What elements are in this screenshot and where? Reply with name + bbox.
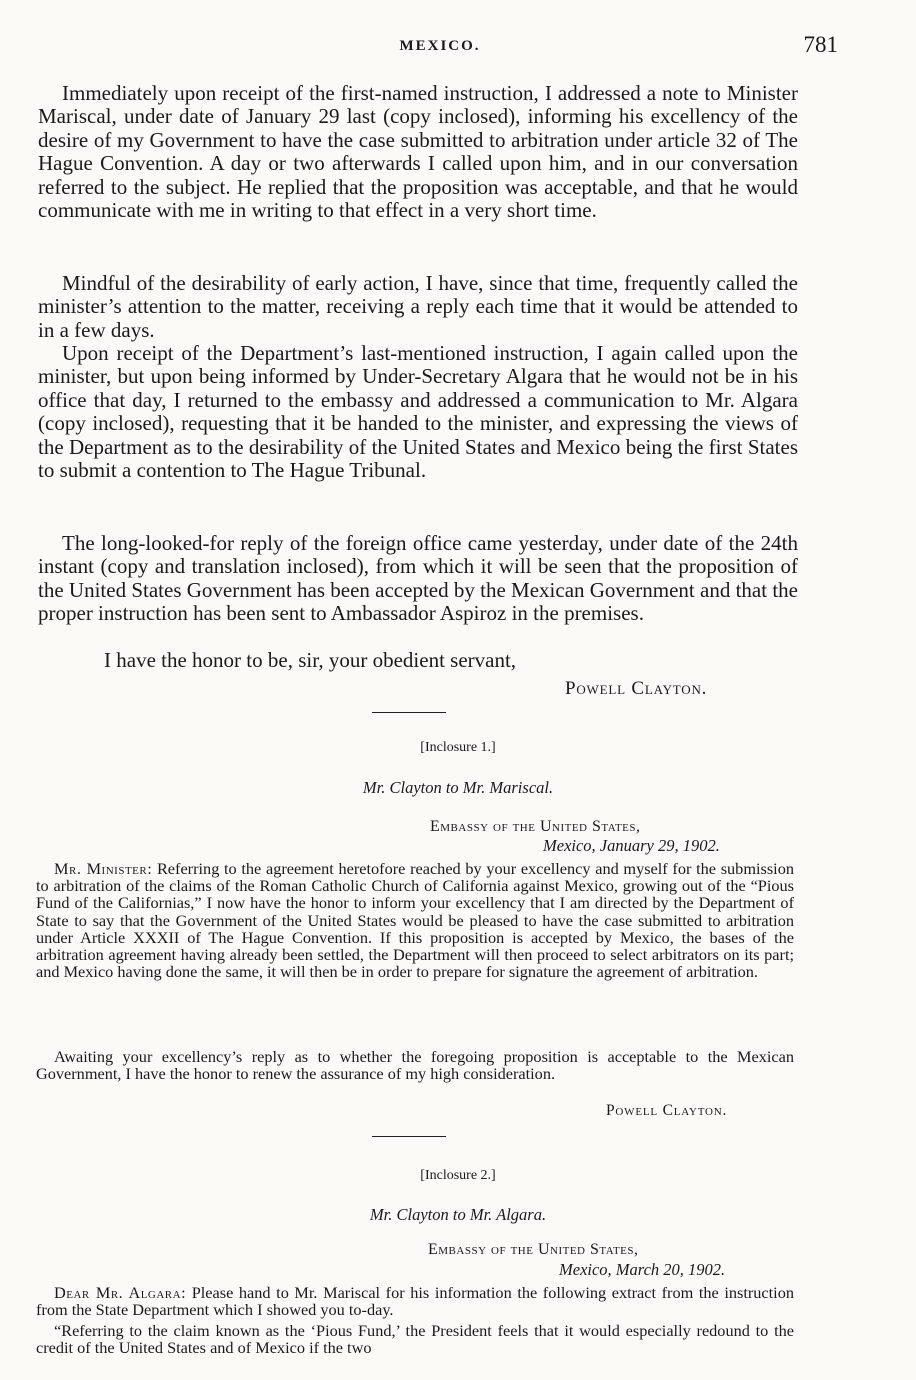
running-head: MEXICO. — [399, 38, 481, 54]
inclosure-2-body: Please hand to Mr. Mariscal for his information the following extract from the instruction from the State Department which I showed you to-day. — [36, 1283, 794, 1320]
page-header — [40, 32, 840, 58]
page-number: 781 — [803, 32, 838, 57]
inclosure-1-paragraph-1 — [36, 860, 794, 980]
section-divider — [372, 712, 446, 713]
inclosure-2-title: Mr. Clayton to Mr. Algara. — [369, 1205, 547, 1224]
inclosure-1-body: Referring to the agreement heretofore reached by your excellency and myself for the submission to arbitration of the claims of the Roman Catholic Church of California against Mexico, growing out of the “Pious Fund of the Californias,” I now have the honor to inform your excellency that I am directed by the Department of State to say that the Government of the United States would be pleased to have the case submitted to arbitration under Article XXXII of The Hague Convention. If this proposition is accepted by Mexico, the bases of the arbitration agreement having already been settled, the Department will then proceed to select arbitrators on its part; and Mexico having done the same, it will then be in order to prepare for signature the agreement of arbitration. — [36, 859, 794, 982]
inclosure-2-paragraph-1 — [36, 1284, 794, 1318]
inclosure-1-embassy: Embassy of the United States, — [430, 818, 641, 835]
main-paragraph-3: Upon receipt of the Department’s last-mentioned instruction, I again called upon the minister, but upon being informed by Under-Secretary Algara that he would not be in his office that day, I returned to the embassy and addressed a communication to Mr. Algara (copy inclosed), requesting that it be handed to the minister, and expressing the views of the Department as to the desirability of the United States and Mexico being the first States to submit a contention to The Hague Tribunal. — [38, 341, 798, 483]
closing-line: I have the honor to be, sir, your obedient servant, — [104, 648, 517, 672]
main-paragraph-4: The long-looked-for reply of the foreign office came yesterday, under date of the 24th instant (copy and translation inclosed), from which it will be seen that the proposition of the United States Government has been accepted by the Mexican Government and that the proper instruction has been sent to Ambassador Aspiroz in the premises. — [38, 531, 798, 626]
inclosure-1-paragraph-2: Awaiting your excellency’s reply as to whether the foregoing proposition is acceptable to the Mexican Government, I have the honor to renew the assurance of my high consideration. — [36, 1047, 794, 1084]
inclosure-1-date: Mexico, January 29, 1902. — [543, 836, 720, 855]
section-divider-2 — [372, 1136, 446, 1137]
signature: Powell Clayton. — [565, 678, 708, 699]
main-paragraph-1: Immediately upon receipt of the first-named instruction, I addressed a note to Minister Mariscal, under date of January 29 last (copy inclosed), informing his excellency of the desire of my Government to have the case submitted to arbitration under article 32 of The Hague Convention. A day or two afterwards I called upon him, and in our conversation referred to the subject. He replied that the proposition was acceptable, and that he would communicate with me in writing to that effect in a very short time. — [38, 81, 798, 223]
inclosure-1-signature: Powell Clayton. — [606, 1102, 728, 1119]
inclosure-1-salutation: Mr. Minister: — [54, 859, 153, 878]
inclosure-1-label: [Inclosure 1.] — [420, 740, 496, 755]
inclosure-1-title: Mr. Clayton to Mr. Mariscal. — [362, 778, 554, 797]
inclosure-2-embassy: Embassy of the United States, — [428, 1241, 639, 1258]
inclosure-2-paragraph-2: “Referring to the claim known as the ‘Pious Fund,’ the President feels that it would especially redound to the credit of the United States and of Mexico if the two — [36, 1321, 794, 1358]
inclosure-2-date: Mexico, March 20, 1902. — [559, 1260, 726, 1279]
inclosure-2-salutation: Dear Mr. Algara: — [54, 1283, 187, 1302]
inclosure-2-label: [Inclosure 2.] — [420, 1168, 496, 1183]
main-paragraph-2: Mindful of the desirability of early action, I have, since that time, frequently called the minister’s attention to the matter, receiving a reply each time that it would be attended to in a few days. — [38, 271, 798, 342]
